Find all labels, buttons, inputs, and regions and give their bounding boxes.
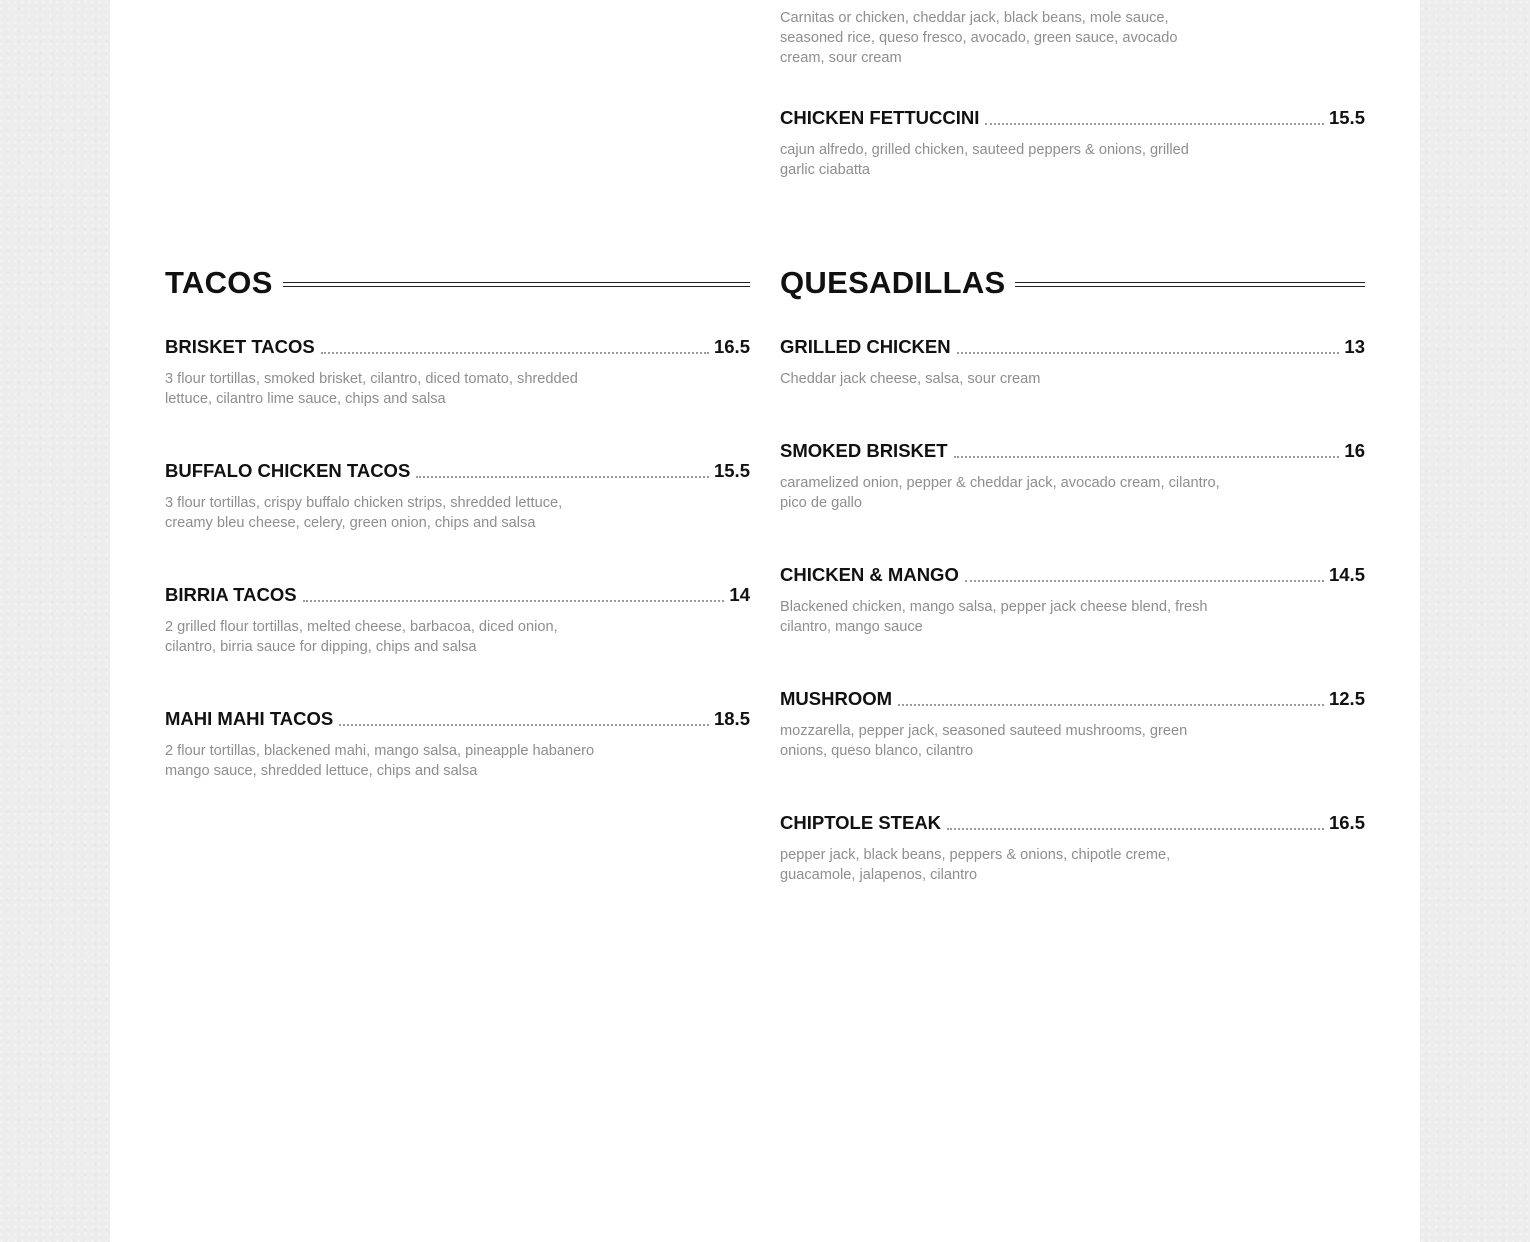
menu-item bbox=[780, 334, 1365, 389]
item-price: 16 bbox=[1344, 440, 1365, 461]
tacos-section bbox=[165, 262, 750, 830]
item-name: BRISKET TACOS bbox=[165, 336, 315, 357]
item-name: MUSHROOM bbox=[780, 688, 893, 709]
menu-item bbox=[165, 706, 750, 781]
section-divider bbox=[283, 282, 750, 287]
section-header bbox=[165, 262, 750, 304]
item-description: pepper jack, black beans, peppers & onions, chipotle creme, guacamole, jalapenos, cilantro bbox=[780, 847, 1171, 883]
item-name: CHICKEN & MANGO bbox=[780, 564, 959, 585]
item-name: SMOKED BRISKET bbox=[780, 440, 948, 461]
item-name: CHICKEN FETTUCCINI bbox=[780, 107, 980, 128]
item-price: 12.5 bbox=[1328, 688, 1365, 709]
item-price: 14 bbox=[729, 584, 750, 605]
menu-item bbox=[780, 562, 1365, 637]
item-price: 18.5 bbox=[713, 708, 750, 729]
section-divider bbox=[1015, 282, 1365, 287]
section-title: TACOS bbox=[165, 265, 273, 300]
dot-leader bbox=[321, 352, 709, 354]
item-price: 16.5 bbox=[713, 336, 750, 357]
item-price: 15.5 bbox=[1328, 107, 1365, 128]
menu-item bbox=[165, 334, 750, 409]
quesadillas-section bbox=[780, 262, 1365, 934]
dot-leader bbox=[303, 600, 725, 602]
dot-leader bbox=[898, 704, 1324, 706]
item-description: Cheddar jack cheese, salsa, sour cream bbox=[780, 371, 1041, 387]
item-price: 13 bbox=[1344, 336, 1365, 357]
item-description: 3 flour tortillas, smoked brisket, cilantro, diced tomato, shredded lettuce, cilantro lime sauce, chips and salsa bbox=[165, 371, 578, 407]
dot-leader bbox=[947, 828, 1324, 830]
menu-item bbox=[780, 686, 1365, 761]
item-name: GRILLED CHICKEN bbox=[780, 336, 951, 357]
item-name: BIRRIA TACOS bbox=[165, 584, 297, 605]
dot-leader bbox=[954, 456, 1340, 458]
menu-page bbox=[110, 0, 1420, 1242]
item-description: 3 flour tortillas, crispy buffalo chicken strips, shredded lettuce, creamy bleu cheese, celery, green onion, chips and salsa bbox=[165, 495, 563, 531]
dot-leader bbox=[985, 123, 1324, 125]
menu-item bbox=[165, 458, 750, 533]
section-header bbox=[780, 262, 1365, 304]
item-description: 2 grilled flour tortillas, melted cheese, barbacoa, diced onion, cilantro, birria sauce for dipping, chips and salsa bbox=[165, 619, 558, 655]
menu-item bbox=[780, 438, 1365, 513]
menu-item bbox=[780, 810, 1365, 885]
menu-item bbox=[165, 582, 750, 657]
item-name: MAHI MAHI TACOS bbox=[165, 708, 334, 729]
item-description: caramelized onion, pepper & cheddar jack, avocado cream, cilantro, pico de gallo bbox=[780, 475, 1220, 511]
item-description: 2 flour tortillas, blackened mahi, mango salsa, pineapple habanero mango sauce, shredded lettuce, chips and salsa bbox=[165, 743, 595, 779]
item-description: mozzarella, pepper jack, seasoned sauteed mushrooms, green onions, queso blanco, cilantro bbox=[780, 723, 1188, 759]
item-name: CHIPTOLE STEAK bbox=[780, 812, 942, 833]
item-price: 16.5 bbox=[1328, 812, 1365, 833]
item-description: Blackened chicken, mango salsa, pepper jack cheese blend, fresh cilantro, mango sauce bbox=[780, 599, 1208, 635]
continued-item-description: Carnitas or chicken, cheddar jack, black beans, mole sauce, seasoned rice, queso fresco, avocado, green sauce, avocado cream, sour cream bbox=[780, 10, 1178, 66]
item-price: 15.5 bbox=[713, 460, 750, 481]
dot-leader bbox=[339, 724, 709, 726]
dot-leader bbox=[416, 476, 709, 478]
dot-leader bbox=[965, 580, 1324, 582]
item-price: 14.5 bbox=[1328, 564, 1365, 585]
dot-leader bbox=[957, 352, 1340, 354]
section-title: QUESADILLAS bbox=[780, 265, 1006, 300]
item-description: cajun alfredo, grilled chicken, sauteed peppers & onions, grilled garlic ciabatta bbox=[780, 142, 1189, 178]
menu-item bbox=[780, 105, 1365, 180]
item-name: BUFFALO CHICKEN TACOS bbox=[165, 460, 411, 481]
